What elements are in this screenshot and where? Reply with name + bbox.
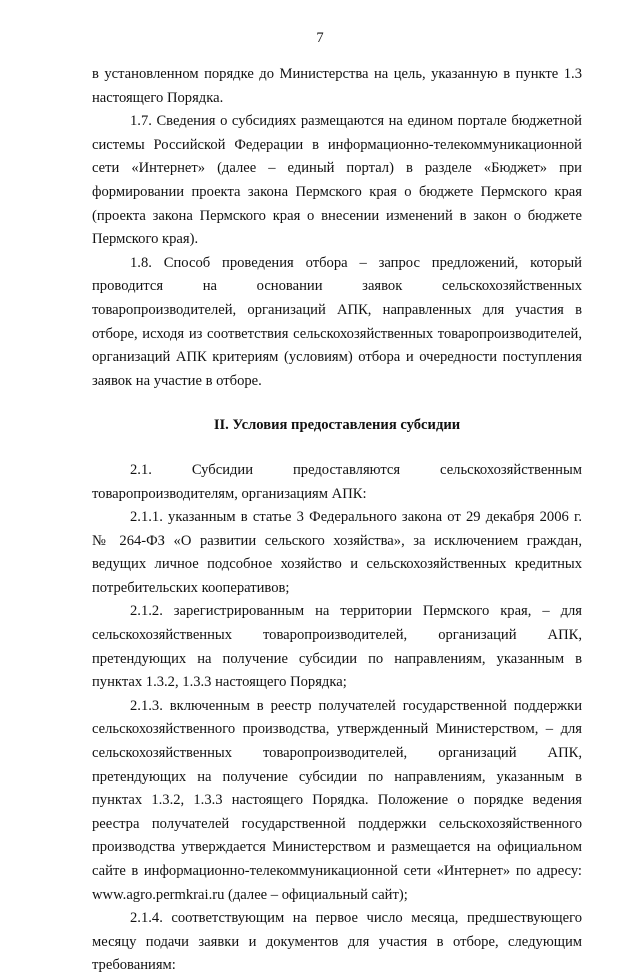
paragraph-2-1-4: 2.1.4. соответствующим на первое число месяца, предшествующего месяцу подачи заявки и документов для участия в отборе, следующим требованиям: [92,910,582,974]
paragraph-1-7: 1.7. Сведения о субсидиях размещаются на едином портале бюджетной системы Российской Федерации в информационно-телекоммуникационной сети «Интернет» (далее – единый портал) в разделе «Бюджет» при формировании проекта закона Пермского края о бюджете Пермского края (проекта закона Пермского края о внесении изменений в закон о бюджете Пермского края). [92,113,582,248]
paragraph-2-1-3: 2.1.3. включенным в реестр получателей государственной поддержки сельскохозяйственного производства, утвержденный Министерством, – для сельскохозяйственных товаропроизводителей, организаций АПК, претендующих на получение субсидии по направлениям, указанным в пунктах 1.3.2, 1.3.3 настоящего Порядка. Положение о порядке ведения реестра получателей государственной поддержки сельскохозяйственного производства утверждается Министерством и размещается на официальном сайте в информационно-телекоммуникационной сети «Интернет» по адресу: www.agro.permkrai.ru (далее – официальный сайт); [92,697,582,903]
paragraph-2-1: 2.1. Субсидии предоставляются сельскохозяйственным товаропроизводителям, организациям АПК: [92,461,582,502]
paragraph-1-8: 1.8. Способ проведения отбора – запрос предложений, который проводится на основании заявок сельскохозяйственных товаропроизводителей, организаций АПК, направленных для участия в отборе, исходя из соответствия сельскохозяйственных товаропроизводителей, организаций АПК критериям (условиям) отбора и очередности поступления заявок на участие в отборе. [92,254,582,389]
section-heading: II. Условия предоставления субсидии [213,417,461,434]
document-body [92,63,582,978]
paragraph-2-1-2: 2.1.2. зарегистрированным на территории Пермского края, – для сельскохозяйственных товаропроизводителей, организаций АПК, претендующих на получение субсидии по направлениям, указанным в пунктах 1.3.2, 1.3.3 настоящего Порядка; [92,603,582,691]
page-number: 7 [316,30,324,46]
paragraph-continuation: в установленном порядке до Министерства на цель, указанную в пункте 1.3 настоящего Порядка. [92,66,582,106]
paragraph-2-1-1: 2.1.1. указанным в статье 3 Федерального закона от 29 декабря 2006 г. № 264-ФЗ «О развитии сельского хозяйства», за исключением граждан, ведущих личное подсобное хозяйство и сельскохозяйственных кредитных потребительских кооперативов; [92,509,582,596]
